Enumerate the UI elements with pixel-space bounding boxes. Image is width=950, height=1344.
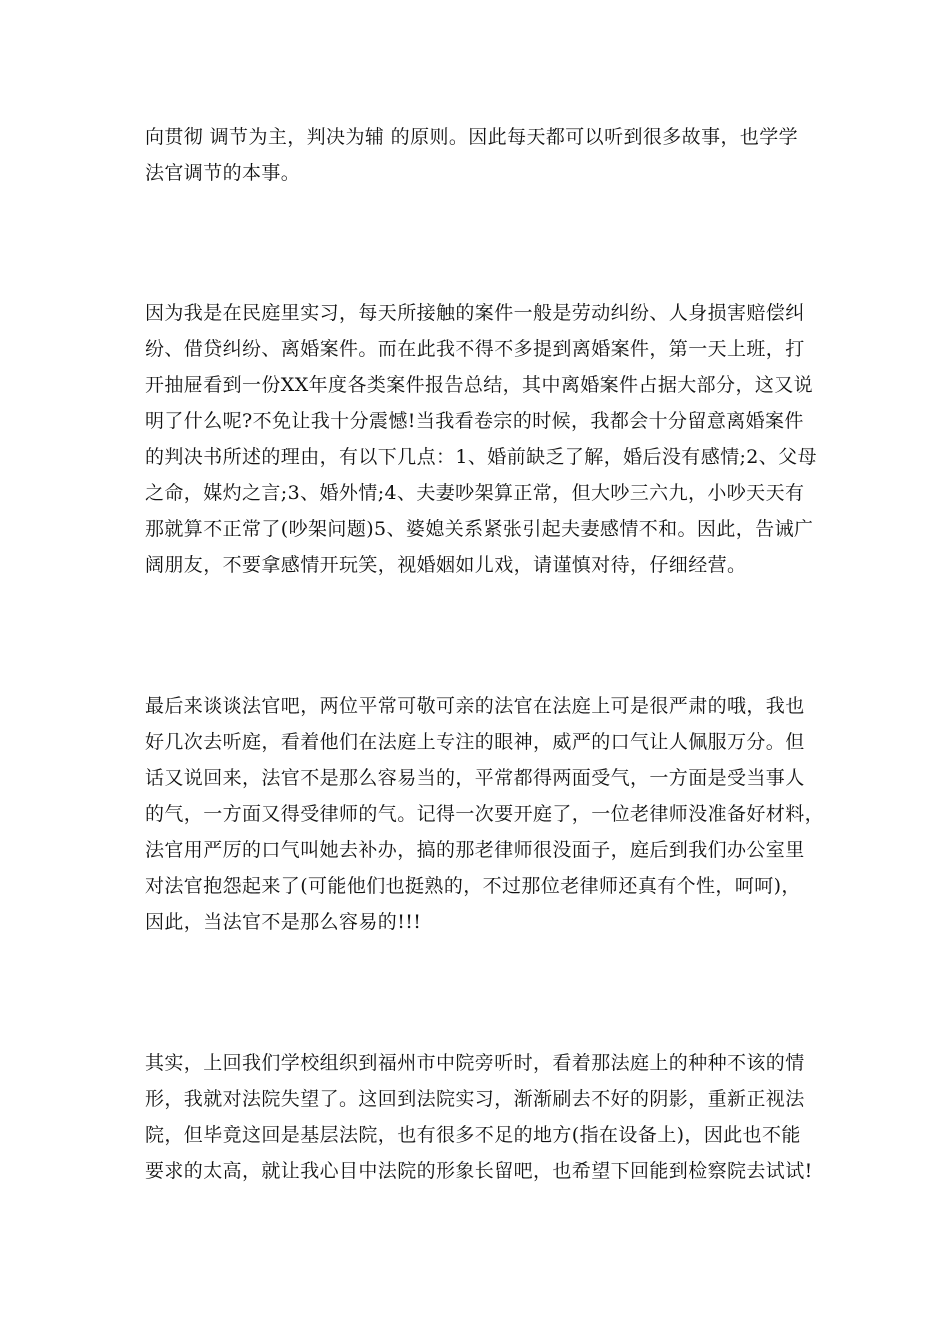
- paragraph-3-line-5: 法官用严厉的口气叫她去补办，搞的那老律师很没面子，庭后到我们办公室里: [145, 839, 805, 861]
- paragraph-4-line-3: 院，但毕竟这回是基层法院，也有很多不足的地方(指在设备上)，因此也不能: [145, 1124, 801, 1146]
- paragraph-3-line-6: 对法官抱怨起来了(可能他们也挺熟的，不过那位老律师还真有个性，呵呵)，: [145, 875, 801, 897]
- paragraph-4-line-4: 要求的太高，就让我心目中法院的形象长留吧，也希望下回能到检察院去试试!: [145, 1160, 813, 1182]
- paragraph-2-line-2: 纷、借贷纠纷、离婚案件。而在此我不得不多提到离婚案件，第一天上班，打: [145, 338, 805, 360]
- paragraph-2-line-7: 那就算不正常了(吵架问题)5、婆媳关系紧张引起夫妻感情不和。因此，告诫广: [145, 518, 814, 540]
- paragraph-2-line-1: 因为我是在民庭里实习，每天所接触的案件一般是劳动纠纷、人身损害赔偿纠: [145, 302, 805, 324]
- paragraph-3-line-1: 最后来谈谈法官吧，两位平常可敬可亲的法官在法庭上可是很严肃的哦，我也: [145, 695, 805, 717]
- paragraph-2-line-4: 明了什么呢?不免让我十分震憾!当我看卷宗的时候，我都会十分留意离婚案件: [145, 410, 804, 432]
- paragraph-4-line-1: 其实，上回我们学校组织到福州市中院旁听时，看着那法庭上的种种不该的情: [145, 1052, 805, 1074]
- paragraph-3-line-4: 的气，一方面又得受律师的气。记得一次要开庭了，一位老律师没准备好材料，: [145, 803, 825, 825]
- paragraph-1-line-2: 法官调节的本事。: [145, 162, 301, 184]
- paragraph-2-line-8: 阔朋友，不要拿感情开玩笑，视婚姻如儿戏，请谨慎对待，仔细经营。: [145, 554, 747, 576]
- paragraph-2-line-5: 的判决书所述的理由，有以下几点：1、婚前缺乏了解，婚后没有感情;2、父母: [145, 446, 817, 468]
- paragraph-3-line-3: 话又说回来，法官不是那么容易当的，平常都得两面受气，一方面是受当事人: [145, 767, 805, 789]
- paragraph-1-line-1: 向贯彻 调节为主，判决为辅 的原则。因此每天都可以听到很多故事，也学学: [145, 126, 799, 148]
- paragraph-2-line-3: 开抽屉看到一份XX年度各类案件报告总结，其中离婚案件占据大部分，这又说: [145, 374, 814, 396]
- paragraph-2-line-6: 之命，媒灼之言;3、婚外情;4、夫妻吵架算正常，但大吵三六九，小吵天天有: [145, 482, 805, 504]
- paragraph-3-line-2: 好几次去听庭，看着他们在法庭上专注的眼神，威严的口气让人佩服万分。但: [145, 731, 805, 753]
- paragraph-3-line-7: 因此，当法官不是那么容易的!!!: [145, 911, 422, 933]
- paragraph-4-line-2: 形，我就对法院失望了。这回到法院实习，渐渐刷去不好的阴影，重新正视法: [145, 1088, 805, 1110]
